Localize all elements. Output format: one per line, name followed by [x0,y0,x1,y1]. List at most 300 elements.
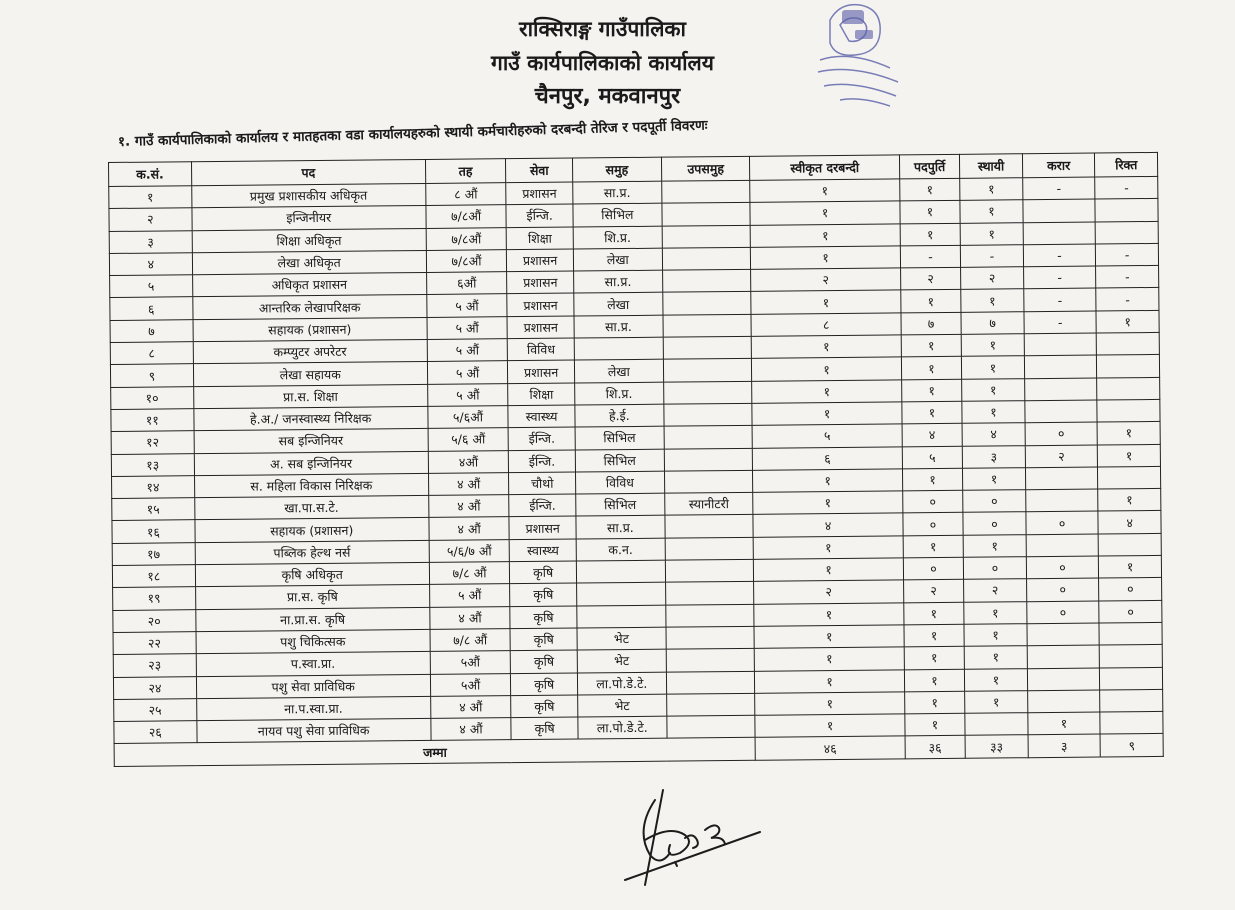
cell-permanent: १ [964,624,1027,647]
handwritten-signature [615,780,775,890]
cell-approved: १ [753,491,902,515]
cell-subgroup [666,671,755,694]
header-subgroup: उपसमुह [661,156,750,181]
cell-vacant: ० [1099,600,1162,623]
cell-level: ५ औं [427,383,508,406]
cell-approved: १ [751,290,900,314]
cell-subgroup [665,582,754,605]
cell-filled: १ [900,290,961,313]
cell-subgroup [662,247,751,270]
cell-permanent: ७ [961,311,1024,334]
cell-service: चौथो [509,472,576,495]
cell-group: लेखा [573,248,662,271]
cell-level: ४ औं [429,517,510,540]
cell-contract [1027,623,1100,646]
cell-filled: १ [901,334,962,357]
cell-position: कृषि अधिकृत [195,562,429,587]
total-filled: ३६ [905,736,966,759]
cell-approved: १ [754,625,903,649]
cell-filled: १ [900,223,961,246]
cell-approved: १ [751,223,900,247]
cell-subgroup: स्यानीटरी [664,492,753,515]
cell-subgroup [663,381,752,404]
cell-filled: १ [904,647,965,670]
cell-group: शि.प्र. [575,382,664,405]
cell-serial: १९ [113,587,196,610]
cell-level: ५ औं [429,584,510,607]
cell-service: प्रशासन [508,360,575,383]
cell-vacant [1097,399,1160,422]
cell-filled: १ [901,379,962,402]
cell-serial: २६ [114,721,197,744]
cell-permanent: १ [961,334,1024,357]
cell-service: कृषि [511,717,578,740]
cell-group: सिभिल [575,449,664,472]
cell-permanent: १ [960,200,1023,223]
cell-group: भेट [578,694,667,717]
cell-vacant [1095,221,1158,244]
cell-group: सा.प्र. [574,270,663,293]
cell-level: ७/८औं [426,227,507,250]
cell-approved: १ [753,469,902,493]
cell-position: लेखा सहायक [193,362,427,387]
cell-contract: ० [1026,511,1099,534]
cell-contract [1027,690,1100,713]
cell-subgroup [666,649,755,672]
cell-group [576,560,665,583]
cell-subgroup [666,626,755,649]
cell-vacant [1098,533,1161,556]
cell-subgroup [665,604,754,627]
cell-contract [1027,645,1100,668]
cell-level: ५ औं [426,294,507,317]
cell-subgroup [662,203,751,226]
cell-level: ७/८ औं [429,562,510,585]
cell-subgroup [662,225,751,248]
cell-permanent: ० [964,557,1027,580]
cell-position: सहायक (प्रशासन) [193,317,427,342]
cell-position: पब्लिक हेल्थ नर्स [195,540,429,565]
header-contract: करार [1022,153,1095,178]
cell-service: कृषि [510,583,577,606]
cell-level: ६औं [426,272,507,295]
cell-group: सिभिल [575,426,664,449]
cell-contract [1025,489,1098,512]
cell-position: सहायक (प्रशासन) [195,518,429,543]
cell-service: प्रशासन [507,271,574,294]
cell-filled: ० [903,557,964,580]
cell-serial: ७ [110,319,193,342]
cell-permanent: १ [962,378,1025,401]
cell-permanent: १ [965,668,1028,691]
cell-vacant [1100,712,1163,735]
cell-position: कम्प्युटर अपरेटर [193,340,427,365]
cell-group: ला.पो.डे.टे. [577,672,666,695]
cell-service: ईन्जि. [508,427,575,450]
cell-subgroup [663,359,752,382]
header-vacant: रिक्त [1095,152,1158,177]
cell-vacant [1097,332,1160,355]
cell-vacant: १ [1097,422,1160,445]
cell-contract: ० [1026,578,1099,601]
cell-permanent: ० [963,490,1026,513]
cell-filled: १ [902,468,963,491]
cell-serial: २५ [114,699,197,722]
cell-serial: १० [111,386,194,409]
cell-approved: १ [754,536,903,560]
cell-service: कृषि [511,673,578,696]
cell-vacant: १ [1099,555,1162,578]
cell-permanent: ४ [962,423,1025,446]
cell-contract [1023,222,1096,245]
cell-service: कृषि [511,650,578,673]
cell-service: प्रशासन [507,316,574,339]
header-service: सेवा [506,158,573,183]
cell-subgroup [664,426,753,449]
cell-level: ५/६ औं [428,428,509,451]
cell-approved: १ [754,603,903,627]
cell-contract [1024,355,1097,378]
cell-permanent: १ [964,601,1027,624]
header-serial: क.सं. [109,162,192,187]
cell-level: ५/६/७ औं [429,539,510,562]
cell-approved: १ [751,246,900,270]
cell-group: भेट [577,649,666,672]
header-position: पद [191,159,425,185]
cell-group: ला.पो.डे.टे. [578,716,667,739]
cell-service: कृषि [510,561,577,584]
cell-approved: १ [752,357,901,381]
cell-vacant: - [1096,288,1159,311]
cell-permanent: १ [965,691,1028,714]
cell-serial: १८ [112,565,195,588]
cell-serial: २० [113,609,196,632]
cell-subgroup [665,559,754,582]
cell-subgroup [664,470,753,493]
cell-contract: ० [1026,556,1099,579]
cell-approved: ६ [753,446,902,470]
cell-filled: ४ [902,424,963,447]
cell-group: सिभिल [576,493,665,516]
cell-filled: - [900,245,961,268]
cell-group: भेट [577,627,666,650]
cell-position: प्रमुख प्रशासकीय अधिकृत [191,183,425,208]
cell-position: प.स्वा.प्रा. [196,652,430,677]
cell-subgroup [665,537,754,560]
cell-permanent: - [961,245,1024,268]
cell-subgroup [662,270,751,293]
total-approved: ४६ [756,736,905,760]
cell-group: शि.प्र. [573,226,662,249]
cell-serial: २२ [113,632,196,655]
cell-group: सा.प्र. [576,516,665,539]
cell-position: अ. सब इन्जिनियर [194,451,428,476]
cell-contract [1025,467,1098,490]
cell-subgroup [666,693,755,716]
cell-level: ७/८औं [426,250,507,273]
cell-level: ४औं [428,450,509,473]
cell-position: शिक्षा अधिकृत [192,228,426,253]
cell-position: आन्तरिक लेखापरिक्षक [193,295,427,320]
cell-filled: १ [900,201,961,224]
cell-service: स्वास्थ्य [510,539,577,562]
cell-level: ५/६औं [428,406,509,429]
cell-position: पशु चिकित्सक [196,629,430,654]
cell-position: हे.अ./ जनस्वास्थ्य निरिक्षक [194,406,428,431]
cell-group: सा.प्र. [573,181,662,204]
cell-level: ५औं [430,651,511,674]
cell-vacant [1100,689,1163,712]
cell-group [574,337,663,360]
total-permanent: ३३ [965,735,1028,758]
cell-subgroup [662,292,751,315]
cell-approved: १ [755,647,904,671]
cell-vacant [1100,667,1163,690]
cell-approved: ४ [753,513,902,537]
cell-service: प्रशासन [507,249,574,272]
office-name: गाउँ कार्यपालिकाको कार्यालय [491,51,714,75]
cell-serial: ६ [110,297,193,320]
cell-filled: २ [900,268,961,291]
cell-permanent: ० [963,512,1026,535]
cell-vacant: ० [1099,578,1162,601]
cell-contract: ० [1025,422,1098,445]
cell-position: ना.प्रा.स. कृषि [196,607,430,632]
cell-service: कृषि [510,628,577,651]
cell-serial: १५ [112,498,195,521]
cell-position: प्रा.स. कृषि [195,585,429,610]
cell-group [577,583,666,606]
cell-vacant [1097,377,1160,400]
cell-vacant: १ [1096,310,1159,333]
cell-serial: ५ [110,275,193,298]
cell-serial: ११ [111,409,194,432]
cell-service: प्रशासन [507,294,574,317]
cell-approved: १ [752,380,901,404]
cell-contract [1024,333,1097,356]
cell-subgroup [664,448,753,471]
cell-contract: - [1023,244,1096,267]
cell-filled: २ [903,580,964,603]
cell-permanent: ३ [962,445,1025,468]
cell-filled: ० [903,513,964,536]
cell-service: विविध [508,338,575,361]
cell-permanent: २ [964,579,1027,602]
cell-subgroup [661,180,750,203]
cell-group: विविध [575,471,664,494]
cell-vacant [1095,199,1158,222]
cell-filled: १ [902,401,963,424]
cell-contract: - [1024,311,1097,334]
cell-vacant [1098,466,1161,489]
header-group: समुह [572,157,661,182]
cell-permanent [965,713,1028,736]
cell-vacant [1097,355,1160,378]
cell-service: ईन्जि. [509,450,576,473]
cell-approved: १ [752,402,901,426]
total-vacant: ९ [1100,734,1163,757]
cell-subgroup [663,336,752,359]
cell-group: सा.प्र. [574,315,663,338]
cell-filled: १ [903,602,964,625]
cell-contract: ० [1027,601,1100,624]
cell-group: हे.ई. [575,404,664,427]
cell-serial: २४ [113,676,196,699]
cell-group: सिभिल [573,203,662,226]
cell-serial: १२ [111,431,194,454]
cell-service: ईन्जि. [506,204,573,227]
cell-approved: १ [752,335,901,359]
cell-contract [1025,400,1098,423]
cell-position: प्रा.स. शिक्षा [193,384,427,409]
cell-serial: ३ [109,230,192,253]
cell-service: कृषि [511,695,578,718]
cell-position: अधिकृत प्रशासन [192,273,426,298]
cell-position: लेखा अधिकृत [192,250,426,275]
cell-group: लेखा [574,360,663,383]
cell-service: प्रशासन [506,182,573,205]
cell-level: ४ औं [430,695,511,718]
cell-permanent: १ [963,534,1026,557]
header-approved: स्वीकृत दरबन्दी [750,155,899,180]
cell-filled: १ [904,669,965,692]
cell-level: ४ औं [428,473,509,496]
cell-contract: - [1023,266,1096,289]
cell-level: ७/८ औं [430,629,511,652]
cell-serial: १६ [112,520,195,543]
cell-position: ना.प.स्वा.प्रा. [196,696,430,721]
table-caption: १. गाउँ कार्यपालिकाको कार्यालय र मातहतका वडा कार्यालयहरुको स्थायी कर्मचारीहरुको दरबन्दी तेरिज र पदपूर्ती विवरणः [117,117,708,150]
cell-filled: १ [899,178,960,201]
cell-level: ७/८औं [426,205,507,228]
cell-serial: ४ [109,253,192,276]
cell-permanent: १ [964,646,1027,669]
cell-approved: १ [754,558,903,582]
cell-level: ५ औं [427,361,508,384]
cell-contract [1024,378,1097,401]
cell-vacant: १ [1098,444,1161,467]
cell-service: स्वास्थ्य [508,405,575,428]
cell-contract: १ [1028,712,1101,735]
cell-subgroup [663,314,752,337]
cell-group [577,605,666,628]
cell-filled: १ [903,535,964,558]
cell-approved: १ [755,669,904,693]
cell-filled: १ [905,713,966,736]
cell-level: ५औं [430,673,511,696]
cell-service: शिक्षा [507,227,574,250]
cell-approved: १ [755,714,904,738]
cell-vacant: - [1096,243,1159,266]
cell-level: ४ औं [429,606,510,629]
cell-position: इन्जिनीयर [192,206,426,231]
cell-filled: ५ [902,446,963,469]
letterhead [0,12,1235,114]
header-filled: पदपुर्ति [899,154,960,179]
cell-service: ईन्जि. [509,494,576,517]
cell-approved: ५ [753,424,902,448]
cell-serial: ८ [110,342,193,365]
cell-level: ४ औं [428,495,509,518]
cell-contract: २ [1025,445,1098,468]
staff-position-table [108,152,1164,767]
cell-approved: २ [754,580,903,604]
cell-serial: ९ [110,364,193,387]
cell-permanent: १ [961,289,1024,312]
cell-service: शिक्षा [508,383,575,406]
cell-contract [1023,199,1096,222]
cell-serial: १ [109,186,192,209]
cell-subgroup [667,715,756,738]
cell-permanent: १ [962,356,1025,379]
municipality-name: राक्सिराङ्ग गाउँपालिका [519,17,686,41]
cell-vacant [1100,645,1163,668]
cell-vacant [1099,622,1162,645]
cell-subgroup [664,403,753,426]
cell-permanent: १ [960,178,1023,201]
cell-contract: - [1022,177,1095,200]
staff-table-wrapper [108,152,1166,767]
cell-filled: ० [902,490,963,513]
cell-filled: १ [904,691,965,714]
cell-approved: १ [750,201,899,225]
office-seal-stamp [800,0,930,120]
cell-filled: १ [901,357,962,380]
cell-permanent: १ [960,222,1023,245]
cell-approved: २ [751,268,900,292]
cell-level: ८ औं [425,183,506,206]
cell-level: ५ औं [427,339,508,362]
cell-serial: २ [109,208,192,231]
total-label: जम्मा [114,738,756,766]
cell-position: नायव पशु सेवा प्राविधिक [197,719,431,744]
cell-filled: १ [904,624,965,647]
header-permanent: स्थायी [960,154,1023,179]
cell-filled: ७ [901,312,962,335]
cell-service: प्रशासन [509,516,576,539]
cell-group: लेखा [574,293,663,316]
header-level: तह [425,159,506,184]
cell-position: खा.पा.स.टे. [194,496,428,521]
cell-level: ४ औं [431,718,512,741]
cell-permanent: १ [963,468,1026,491]
cell-position: सब इन्जिनियर [194,429,428,454]
cell-approved: ८ [751,313,900,337]
cell-service: कृषि [510,606,577,629]
total-contract: ३ [1028,734,1101,757]
cell-subgroup [665,515,754,538]
cell-approved: १ [755,692,904,716]
cell-contract [1027,668,1100,691]
cell-serial: १४ [112,476,195,499]
office-address: चैनपुर, मकवानपुर [534,84,681,109]
cell-approved: १ [750,179,899,203]
cell-vacant: १ [1098,489,1161,512]
cell-permanent: २ [961,267,1024,290]
cell-level: ५ औं [427,316,508,339]
cell-position: पशु सेवा प्राविधिक [196,674,430,699]
cell-group: क.न. [576,538,665,561]
cell-contract [1026,534,1099,557]
cell-serial: १७ [112,542,195,565]
cell-contract: - [1024,289,1097,312]
cell-vacant: - [1096,266,1159,289]
cell-serial: २३ [113,654,196,677]
cell-serial: १३ [111,453,194,476]
cell-permanent: १ [962,401,1025,424]
cell-vacant: ४ [1098,511,1161,534]
cell-position: स. महिला विकास निरिक्षक [194,473,428,498]
